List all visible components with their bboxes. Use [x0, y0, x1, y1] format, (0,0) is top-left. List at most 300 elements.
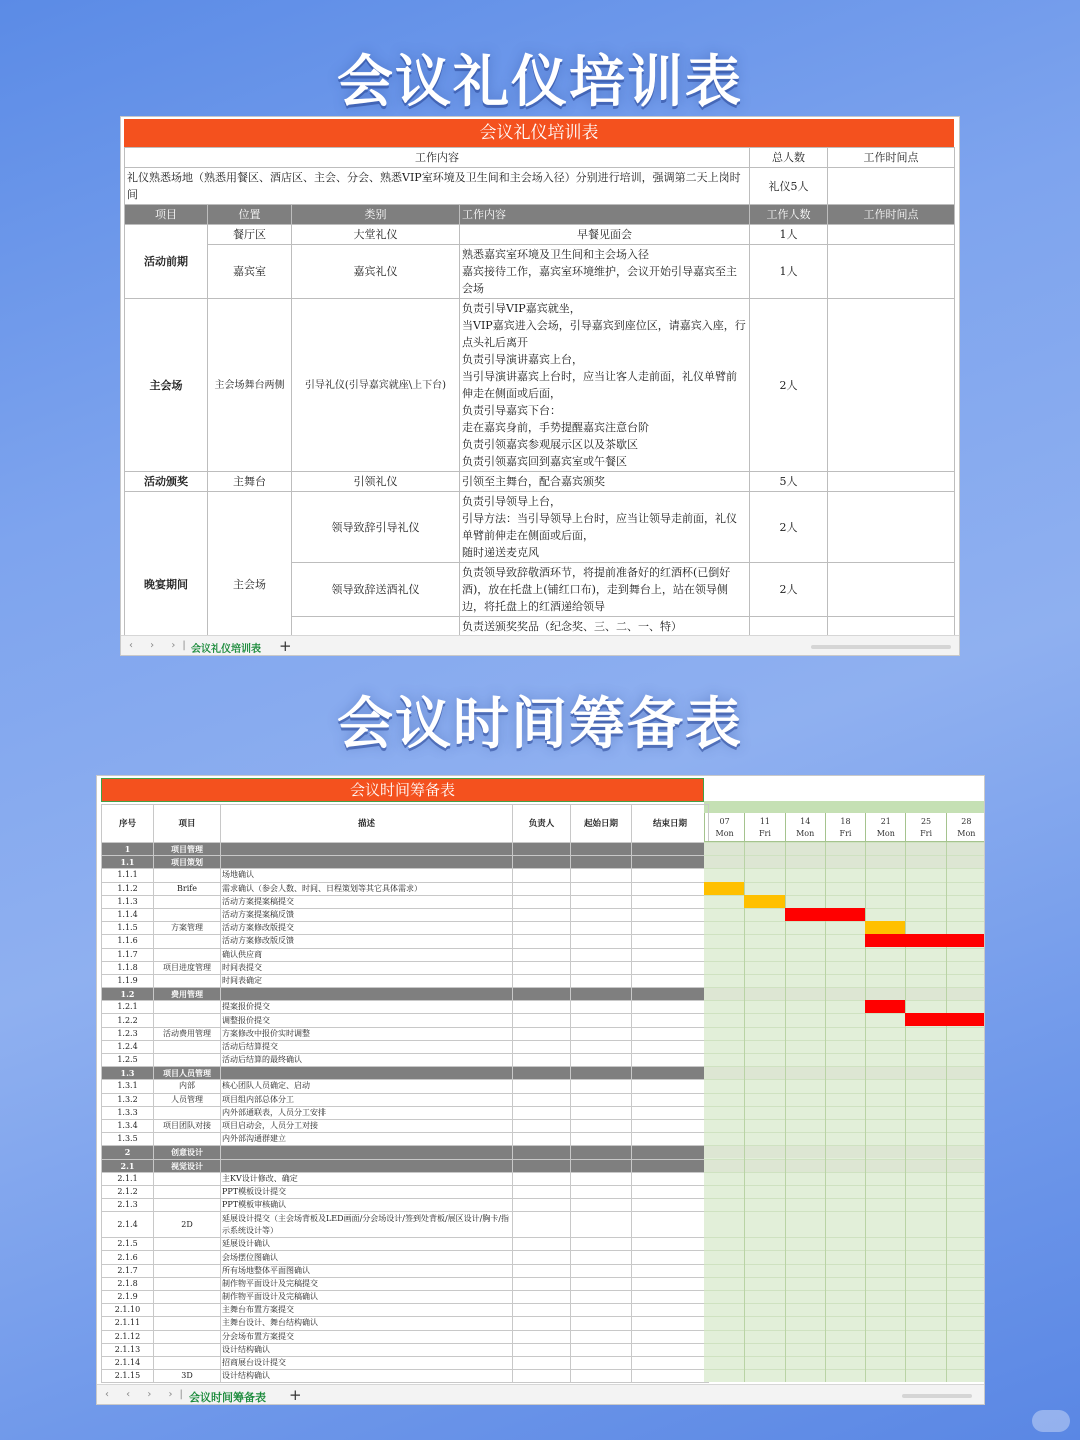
cell-cat[interactable]: 引领礼仪: [292, 472, 460, 492]
cell-no[interactable]: 1.3: [102, 1067, 154, 1080]
cell-end[interactable]: [632, 1067, 709, 1080]
cell-start[interactable]: [571, 1238, 632, 1251]
cell-item-pre[interactable]: 活动前期: [125, 225, 208, 299]
cell-owner[interactable]: [513, 948, 571, 961]
cell-desc[interactable]: 项目组内部总体分工: [221, 1093, 513, 1106]
cell-owner[interactable]: [513, 1238, 571, 1251]
cell-owner[interactable]: [513, 974, 571, 987]
cell-no[interactable]: 2.1.12: [102, 1330, 154, 1343]
cell-desc[interactable]: 活动后结算提交: [221, 1040, 513, 1053]
cell-owner[interactable]: [513, 935, 571, 948]
gantt-date-column[interactable]: [905, 813, 945, 842]
cell-end[interactable]: [632, 1330, 709, 1343]
cell-no[interactable]: 2.1.6: [102, 1251, 154, 1264]
cell-no[interactable]: 2.1: [102, 1159, 154, 1172]
cell-no[interactable]: 1.3.1: [102, 1080, 154, 1093]
cell-start[interactable]: [571, 843, 632, 856]
cell-desc[interactable]: 分会场布置方案提交: [221, 1330, 513, 1343]
cell-item[interactable]: [154, 974, 221, 987]
cell-no[interactable]: 2.1.2: [102, 1185, 154, 1198]
cell-desc[interactable]: 内外部沟通群建立: [221, 1133, 513, 1146]
cell-no[interactable]: 1.2.4: [102, 1040, 154, 1053]
col-position[interactable]: 位置: [208, 205, 292, 225]
cell-end[interactable]: [632, 1277, 709, 1290]
cell-start[interactable]: [571, 1119, 632, 1132]
cell-item[interactable]: 人员管理: [154, 1093, 221, 1106]
cell-no[interactable]: 1.2.2: [102, 1014, 154, 1027]
cell-no[interactable]: 1.1.4: [102, 908, 154, 921]
cell-item[interactable]: 创意设计: [154, 1146, 221, 1159]
sheet-tab-active[interactable]: 会议时间筹备表: [189, 1391, 266, 1404]
cell-start[interactable]: [571, 1027, 632, 1040]
cell-no[interactable]: 1.1.5: [102, 922, 154, 935]
cell-no[interactable]: 1.1: [102, 856, 154, 869]
cell-end[interactable]: [632, 1172, 709, 1185]
cell-start[interactable]: [571, 922, 632, 935]
col-item[interactable]: 项目: [154, 805, 221, 843]
cell-item[interactable]: [154, 1291, 221, 1304]
cell-owner[interactable]: [513, 1199, 571, 1212]
cell-end[interactable]: [632, 856, 709, 869]
cell-item[interactable]: [154, 948, 221, 961]
cell-pos[interactable]: 嘉宾室: [208, 245, 292, 299]
add-sheet-button[interactable]: +: [289, 1386, 302, 1404]
cell-owner[interactable]: [513, 1133, 571, 1146]
cell-item[interactable]: [154, 1343, 221, 1356]
cell-desc[interactable]: 项目启动会，人员分工对接: [221, 1119, 513, 1132]
header-total[interactable]: 总人数: [750, 148, 828, 168]
cell-owner[interactable]: [513, 1067, 571, 1080]
cell-desc[interactable]: 制作物平面设计及完稿确认: [221, 1291, 513, 1304]
cell-owner[interactable]: [513, 1343, 571, 1356]
cell-end[interactable]: [632, 1159, 709, 1172]
cell-item-main[interactable]: 主会场: [125, 299, 208, 472]
cell-end[interactable]: [632, 935, 709, 948]
cell-desc[interactable]: 制作物平面设计及完稿提交: [221, 1277, 513, 1290]
cell-desc[interactable]: 活动方案修改版提交: [221, 922, 513, 935]
cell-end[interactable]: [632, 961, 709, 974]
cell-desc[interactable]: [221, 988, 513, 1001]
cell-owner[interactable]: [513, 1212, 571, 1238]
cell-desc[interactable]: 提案报价提交: [221, 1001, 513, 1014]
cell-owner[interactable]: [513, 1080, 571, 1093]
cell-desc[interactable]: 活动后结算的最终确认: [221, 1054, 513, 1067]
cell-item-dinner[interactable]: 晚宴期间: [125, 492, 208, 657]
cell-no[interactable]: 2.1.4: [102, 1212, 154, 1238]
cell-end[interactable]: [632, 1106, 709, 1119]
cell-item[interactable]: [154, 869, 221, 882]
cell-no[interactable]: 1.2: [102, 988, 154, 1001]
cell-end[interactable]: [632, 1133, 709, 1146]
cell-item[interactable]: [154, 895, 221, 908]
cell-item[interactable]: 项目进度管理: [154, 961, 221, 974]
cell-owner[interactable]: [513, 1040, 571, 1053]
cell-no[interactable]: 1.2.1: [102, 1001, 154, 1014]
cell-no[interactable]: 1.3.5: [102, 1133, 154, 1146]
cell-desc[interactable]: [221, 843, 513, 856]
cell-desc[interactable]: 活动方案提案稿提交: [221, 895, 513, 908]
cell-end[interactable]: [632, 1304, 709, 1317]
cell-owner[interactable]: [513, 1172, 571, 1185]
cell-count[interactable]: 2人: [750, 563, 828, 617]
cell-owner[interactable]: [513, 869, 571, 882]
cell-end[interactable]: [632, 882, 709, 895]
cell-item-award[interactable]: 活动颁奖: [125, 472, 208, 492]
cell-no[interactable]: 2: [102, 1146, 154, 1159]
cell-item[interactable]: 方案管理: [154, 922, 221, 935]
cell-end[interactable]: [632, 1185, 709, 1198]
cell-end[interactable]: [632, 1093, 709, 1106]
cell-owner[interactable]: [513, 1054, 571, 1067]
cell-owner[interactable]: [513, 843, 571, 856]
header-time[interactable]: 工作时间点: [828, 148, 955, 168]
cell-end[interactable]: [632, 1119, 709, 1132]
cell-end[interactable]: [632, 1014, 709, 1027]
cell-desc[interactable]: [221, 856, 513, 869]
cell-start[interactable]: [571, 1093, 632, 1106]
cell-desc[interactable]: 主舞台布置方案提交: [221, 1304, 513, 1317]
horizontal-scrollbar[interactable]: [902, 1394, 972, 1398]
cell-content[interactable]: 熟悉嘉宾室环境及卫生间和主会场入径 嘉宾接待工作，嘉宾室环境维护，会议开始引导嘉宾至主会场: [460, 245, 750, 299]
cell-owner[interactable]: [513, 1027, 571, 1040]
cell-start[interactable]: [571, 1172, 632, 1185]
cell-content[interactable]: 引领至主舞台，配合嘉宾颁奖: [460, 472, 750, 492]
cell-desc[interactable]: 内外部通联表，人员分工安排: [221, 1106, 513, 1119]
cell-end[interactable]: [632, 1054, 709, 1067]
cell-start[interactable]: [571, 1040, 632, 1053]
cell-start[interactable]: [571, 1146, 632, 1159]
cell-start[interactable]: [571, 1330, 632, 1343]
cell-item[interactable]: 活动费用管理: [154, 1027, 221, 1040]
cell-pos[interactable]: 餐厅区: [208, 225, 292, 245]
cell-item[interactable]: 项目管理: [154, 843, 221, 856]
cell-start[interactable]: [571, 869, 632, 882]
cell-start[interactable]: [571, 895, 632, 908]
gantt-date-column[interactable]: [744, 813, 784, 842]
cell-cat[interactable]: 引导礼仪(引导嘉宾就座\上下台): [292, 299, 460, 472]
cell-owner[interactable]: [513, 1185, 571, 1198]
cell-item[interactable]: [154, 1054, 221, 1067]
cell-start[interactable]: [571, 1277, 632, 1290]
cell-start[interactable]: [571, 1264, 632, 1277]
cell-owner[interactable]: [513, 1106, 571, 1119]
cell-owner[interactable]: [513, 922, 571, 935]
cell-item[interactable]: 内部: [154, 1080, 221, 1093]
cell-item[interactable]: [154, 1185, 221, 1198]
sheet-nav-arrows[interactable]: ‹ ‹ › ›|: [105, 1389, 190, 1400]
cell-end[interactable]: [632, 1264, 709, 1277]
cell-no[interactable]: 1.1.9: [102, 974, 154, 987]
cell-cat[interactable]: 领导致辞送酒礼仪: [292, 563, 460, 617]
cell-end[interactable]: [632, 1356, 709, 1369]
cell-owner[interactable]: [513, 1304, 571, 1317]
cell-item[interactable]: [154, 1251, 221, 1264]
cell-count[interactable]: 1人: [750, 225, 828, 245]
cell-no[interactable]: 1.1.1: [102, 869, 154, 882]
cell-content[interactable]: 负责领导致辞敬酒环节，将提前准备好的红酒杯(已倒好酒)，放在托盘上(铺红口布)，走到舞台上，站在领导侧边，将托盘上的红酒递给领导: [460, 563, 750, 617]
cell-time[interactable]: [828, 245, 955, 299]
cell-count[interactable]: 5人: [750, 472, 828, 492]
cell-desc[interactable]: 时间表提交: [221, 961, 513, 974]
cell-no[interactable]: 1.3.4: [102, 1119, 154, 1132]
cell-desc[interactable]: 延展设计确认: [221, 1238, 513, 1251]
cell-owner[interactable]: [513, 895, 571, 908]
gantt-bar[interactable]: [905, 1013, 985, 1026]
cell-start[interactable]: [571, 1370, 632, 1383]
cell-end[interactable]: [632, 869, 709, 882]
cell-start[interactable]: [571, 908, 632, 921]
cell-item[interactable]: 视觉设计: [154, 1159, 221, 1172]
cell-item[interactable]: 项目策划: [154, 856, 221, 869]
cell-start[interactable]: [571, 1080, 632, 1093]
cell-content[interactable]: 早餐见面会: [460, 225, 750, 245]
cell-desc[interactable]: [221, 1067, 513, 1080]
horizontal-scrollbar[interactable]: [811, 645, 951, 649]
gantt-bar[interactable]: [865, 921, 905, 934]
cell-no[interactable]: 1.1.7: [102, 948, 154, 961]
cell-desc[interactable]: 方案修改中报价实时调整: [221, 1027, 513, 1040]
gantt-date-column[interactable]: [865, 813, 905, 842]
cell-desc[interactable]: 场地确认: [221, 869, 513, 882]
cell-pos[interactable]: 主会场舞台两侧: [208, 299, 292, 472]
cell-start[interactable]: [571, 1356, 632, 1369]
cell-start[interactable]: [571, 882, 632, 895]
cell-desc[interactable]: 会场摆位图确认: [221, 1251, 513, 1264]
cell-item[interactable]: Brife: [154, 882, 221, 895]
cell-end[interactable]: [632, 843, 709, 856]
cell-start[interactable]: [571, 1199, 632, 1212]
cell-end[interactable]: [632, 1251, 709, 1264]
cell-start[interactable]: [571, 1304, 632, 1317]
cell-end[interactable]: [632, 1146, 709, 1159]
sheet-tab-active[interactable]: 会议礼仪培训表: [191, 644, 261, 655]
cell-item[interactable]: 2D: [154, 1212, 221, 1238]
cell-item[interactable]: [154, 1264, 221, 1277]
cell-end[interactable]: [632, 1027, 709, 1040]
cell-start[interactable]: [571, 1106, 632, 1119]
cell-start[interactable]: [571, 856, 632, 869]
gantt-date-column[interactable]: [946, 813, 985, 842]
cell-item[interactable]: [154, 1001, 221, 1014]
cell-start[interactable]: [571, 1133, 632, 1146]
cell-owner[interactable]: [513, 1264, 571, 1277]
gantt-date-column[interactable]: [825, 813, 865, 842]
cell-owner[interactable]: [513, 1093, 571, 1106]
cell-no[interactable]: 2.1.5: [102, 1238, 154, 1251]
cell-end[interactable]: [632, 1343, 709, 1356]
cell-desc[interactable]: 调整报价提交: [221, 1014, 513, 1027]
gantt-date-column[interactable]: [785, 813, 825, 842]
cell-item[interactable]: [154, 1106, 221, 1119]
cell-top-total[interactable]: 礼仪5人: [750, 168, 828, 205]
cell-top-time[interactable]: [828, 168, 955, 205]
cell-owner[interactable]: [513, 988, 571, 1001]
cell-cat[interactable]: 领导致辞引导礼仪: [292, 492, 460, 563]
cell-item[interactable]: [154, 1356, 221, 1369]
cell-no[interactable]: 2.1.3: [102, 1199, 154, 1212]
cell-desc[interactable]: 主舞台设计、舞台结构确认: [221, 1317, 513, 1330]
cell-desc[interactable]: [221, 1146, 513, 1159]
cell-time[interactable]: [828, 225, 955, 245]
cell-item[interactable]: 费用管理: [154, 988, 221, 1001]
cell-desc[interactable]: [221, 1159, 513, 1172]
cell-item[interactable]: [154, 1199, 221, 1212]
col-desc[interactable]: 描述: [221, 805, 513, 843]
cell-no[interactable]: 2.1.14: [102, 1356, 154, 1369]
cell-end[interactable]: [632, 922, 709, 935]
cell-item[interactable]: [154, 1172, 221, 1185]
cell-count[interactable]: 2人: [750, 492, 828, 563]
gantt-bar[interactable]: [785, 908, 866, 921]
cell-end[interactable]: [632, 1080, 709, 1093]
cell-owner[interactable]: [513, 1014, 571, 1027]
cell-no[interactable]: 2.1.13: [102, 1343, 154, 1356]
cell-owner[interactable]: [513, 1159, 571, 1172]
cell-owner[interactable]: [513, 1146, 571, 1159]
cell-start[interactable]: [571, 988, 632, 1001]
cell-end[interactable]: [632, 1370, 709, 1383]
cell-end[interactable]: [632, 1040, 709, 1053]
cell-item[interactable]: [154, 1277, 221, 1290]
cell-no[interactable]: 2.1.11: [102, 1317, 154, 1330]
cell-no[interactable]: 2.1.1: [102, 1172, 154, 1185]
spreadsheet-training[interactable]: [120, 116, 960, 656]
cell-owner[interactable]: [513, 1277, 571, 1290]
cell-end[interactable]: [632, 895, 709, 908]
col-start[interactable]: 起始日期: [571, 805, 632, 843]
cell-desc[interactable]: PPT模板设计提交: [221, 1185, 513, 1198]
cell-count[interactable]: 2人: [750, 299, 828, 472]
cell-no[interactable]: 2.1.9: [102, 1291, 154, 1304]
cell-owner[interactable]: [513, 856, 571, 869]
col-time[interactable]: 工作时间点: [828, 205, 955, 225]
cell-item[interactable]: [154, 1133, 221, 1146]
cell-owner[interactable]: [513, 1001, 571, 1014]
cell-desc[interactable]: 时间表确定: [221, 974, 513, 987]
cell-start[interactable]: [571, 1185, 632, 1198]
cell-no[interactable]: 2.1.8: [102, 1277, 154, 1290]
cell-end[interactable]: [632, 1291, 709, 1304]
cell-time[interactable]: [828, 492, 955, 563]
cell-time[interactable]: [828, 472, 955, 492]
gantt-bar[interactable]: [865, 1000, 905, 1013]
cell-no[interactable]: 1.1.2: [102, 882, 154, 895]
cell-end[interactable]: [632, 908, 709, 921]
cell-no[interactable]: 2.1.7: [102, 1264, 154, 1277]
cell-content[interactable]: 负责引导领导上台， 引导方法：当引导领导上台时，应当让领导走前面，礼仪单臂前伸走在侧面或后面， 随时递送麦克风: [460, 492, 750, 563]
cell-no[interactable]: 1.1.6: [102, 935, 154, 948]
cell-item[interactable]: 项目团队对接: [154, 1119, 221, 1132]
cell-end[interactable]: [632, 974, 709, 987]
cell-desc[interactable]: 活动方案修改版反馈: [221, 935, 513, 948]
cell-item[interactable]: [154, 908, 221, 921]
col-item[interactable]: 项目: [125, 205, 208, 225]
sheet-nav-arrows[interactable]: ‹ › ›|: [129, 640, 193, 651]
cell-start[interactable]: [571, 1001, 632, 1014]
header-content[interactable]: 工作内容: [125, 148, 750, 168]
cell-start[interactable]: [571, 1067, 632, 1080]
col-no[interactable]: 序号: [102, 805, 154, 843]
cell-end[interactable]: [632, 1199, 709, 1212]
cell-item[interactable]: [154, 1014, 221, 1027]
cell-item[interactable]: [154, 935, 221, 948]
cell-start[interactable]: [571, 1317, 632, 1330]
cell-end[interactable]: [632, 948, 709, 961]
cell-start[interactable]: [571, 961, 632, 974]
cell-owner[interactable]: [513, 1251, 571, 1264]
cell-pos[interactable]: 主会场: [208, 492, 292, 657]
cell-time[interactable]: [828, 299, 955, 472]
cell-top-content[interactable]: 礼仪熟悉场地（熟悉用餐区、酒店区、主会、分会、熟悉VIP室环境及卫生间和主会场入径）分别进行培训，强调第二天上岗时间: [125, 168, 750, 205]
cell-desc[interactable]: 设计结构确认: [221, 1370, 513, 1383]
col-category[interactable]: 类别: [292, 205, 460, 225]
cell-no[interactable]: 1: [102, 843, 154, 856]
cell-cat[interactable]: 大堂礼仪: [292, 225, 460, 245]
cell-content[interactable]: 负责送颁奖奖品（纪念奖、三、二、一、特）: [460, 617, 750, 657]
cell-owner[interactable]: [513, 1356, 571, 1369]
cell-owner[interactable]: [513, 1119, 571, 1132]
cell-no[interactable]: 1.2.3: [102, 1027, 154, 1040]
cell-content[interactable]: 负责引导VIP嘉宾就坐， 当VIP嘉宾进入会场，引导嘉宾到座位区，请嘉宾入座，行点头礼后离开 负责引导演讲嘉宾上台， 当引导演讲嘉宾上台时，应当让客人走前面，礼仪单臂前伸走在侧面或后面， 负责引导嘉宾下台： 走在嘉宾身前，手势提醒嘉宾注意台阶 负责引领嘉宾参观展示区以及茶歇区 负责引领嘉宾回到嘉宾室或午餐区: [460, 299, 750, 472]
cell-desc[interactable]: 活动方案提案稿反馈: [221, 908, 513, 921]
cell-time[interactable]: [828, 563, 955, 617]
cell-cat[interactable]: 嘉宾礼仪: [292, 245, 460, 299]
cell-count[interactable]: 1人: [750, 245, 828, 299]
cell-end[interactable]: [632, 1212, 709, 1238]
cell-end[interactable]: [632, 1238, 709, 1251]
spreadsheet-schedule[interactable]: [96, 775, 985, 1405]
cell-no[interactable]: 2.1.10: [102, 1304, 154, 1317]
col-count[interactable]: 工作人数: [750, 205, 828, 225]
cell-end[interactable]: [632, 988, 709, 1001]
cell-start[interactable]: [571, 1251, 632, 1264]
gantt-date-column[interactable]: [704, 813, 744, 842]
gantt-bar[interactable]: [865, 934, 985, 947]
cell-no[interactable]: 1.3.2: [102, 1093, 154, 1106]
cell-owner[interactable]: [513, 1330, 571, 1343]
cell-item[interactable]: 项目人员管理: [154, 1067, 221, 1080]
cell-desc[interactable]: 所有场地整体平面图确认: [221, 1264, 513, 1277]
gantt-bar[interactable]: [744, 895, 784, 908]
gantt-bar[interactable]: [704, 882, 744, 895]
cell-start[interactable]: [571, 935, 632, 948]
cell-owner[interactable]: [513, 1317, 571, 1330]
cell-no[interactable]: 1.1.3: [102, 895, 154, 908]
cell-start[interactable]: [571, 974, 632, 987]
col-owner[interactable]: 负责人: [513, 805, 571, 843]
cell-desc[interactable]: 延展设计提交（主会场背板及LED画面/分会场设计/签到处背板/展区设计/胸卡/指示系统设计等）: [221, 1212, 513, 1238]
cell-no[interactable]: 1.1.8: [102, 961, 154, 974]
cell-end[interactable]: [632, 1317, 709, 1330]
cell-desc[interactable]: 招商展台设计提交: [221, 1356, 513, 1369]
cell-start[interactable]: [571, 1159, 632, 1172]
cell-item[interactable]: [154, 1317, 221, 1330]
cell-desc[interactable]: 设计结构确认: [221, 1343, 513, 1356]
cell-start[interactable]: [571, 1343, 632, 1356]
add-sheet-button[interactable]: +: [279, 637, 292, 655]
cell-no[interactable]: 2.1.15: [102, 1370, 154, 1383]
cell-start[interactable]: [571, 1054, 632, 1067]
cell-desc[interactable]: PPT模板审核确认: [221, 1199, 513, 1212]
cell-start[interactable]: [571, 1291, 632, 1304]
cell-start[interactable]: [571, 1014, 632, 1027]
col-content[interactable]: 工作内容: [460, 205, 750, 225]
col-end[interactable]: 结束日期: [632, 805, 709, 843]
cell-desc[interactable]: 确认供应商: [221, 948, 513, 961]
cell-start[interactable]: [571, 948, 632, 961]
cell-item[interactable]: [154, 1238, 221, 1251]
cell-no[interactable]: 1.2.5: [102, 1054, 154, 1067]
